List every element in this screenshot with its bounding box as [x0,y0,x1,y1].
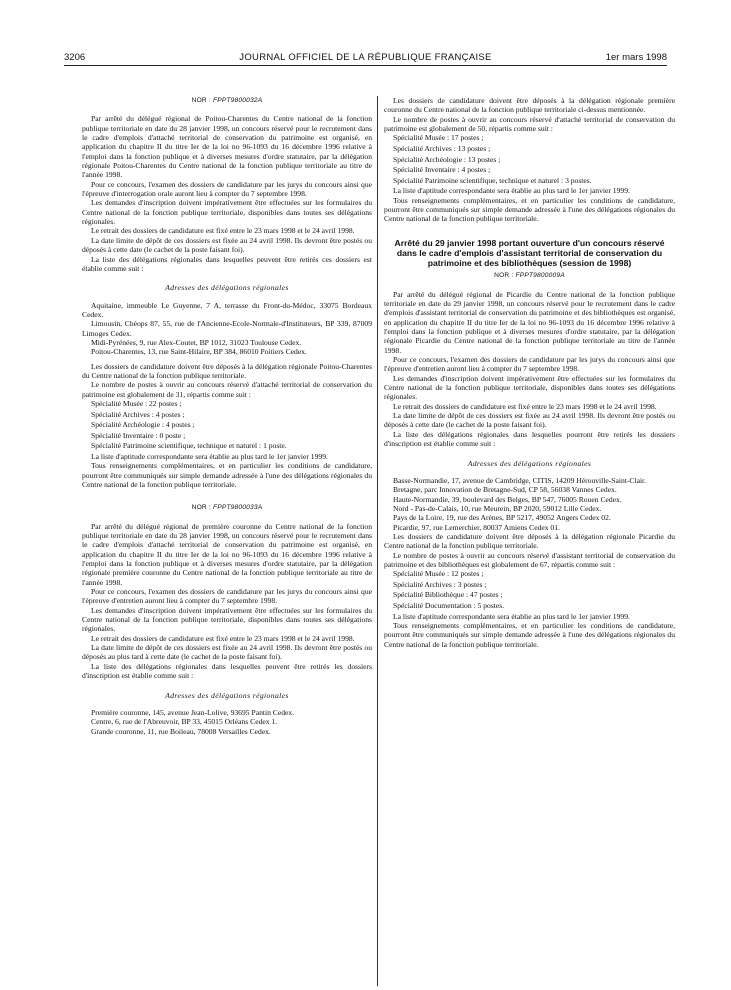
paragraph: Les dossiers de candidature doivent être déposés à la délégation régionale Poitou-Charentes du Centre national de la fonction publique territoriale. [82,361,372,380]
nor-code: FPPT9800032A [213,97,263,104]
specialty-item: Spécialité Archéologie : 13 postes ; [393,154,501,164]
paragraph: Le nombre de postes à ouvrir au concours réservé d'assistant territorial de conservation du patrimoine et des bibliothèques est globalement de 67, répartis comme suit : [384,550,675,569]
nor-reference [82,503,372,512]
paragraph: La date limite de dépôt de ces dossiers est fixée au 24 avril 1998. Ils devront être postés ou déposés à cette date (le cachet de la poste faisant foi). [82,235,372,255]
specialty-item: Spécialité Musée : 17 postes ; [393,133,484,143]
address-entry: Basse-Normandie, 17, avenue de Cambridge, CITIS, 14209 Hérouville-Saint-Clair. [393,475,647,485]
page-header [64,50,667,68]
specialty-item: Spécialité Archives : 3 postes ; [393,579,487,589]
paragraph: La liste des délégations régionales dans lesquelles pourront être retirés les dossiers d'inscription est établie comme suit : [384,429,675,449]
paragraph: Par arrêté du délégué régional de première couronne du Centre national de la fonction publique territoriale en date du 28 janvier 1998, un concours réservé pour le recrutement dans le cadre d'emplois d'attaché territorial de conservation du patrimoine est organisé, en application du chapitre II du titre Ier de la loi no 96-1093 du 16 décembre 1996 relative à l'emploi dans la fonction publique et à diverses mesures d'ordre statutaire, par la délégation régionale première couronne du Centre national de la fonction publique territoriale au titre de l'année 1998. [82,521,372,587]
paragraph: Le retrait des dossiers de candidature est fixé entre le 23 mars 1998 et le 24 avril 1998. [91,633,355,643]
journal-title: JOURNAL OFFICIEL DE LA RÉPUBLIQUE FRANÇAISE [239,52,492,63]
paragraph: La liste d'aptitude correspondante sera établie au plus tard le 1er janvier 1999. [393,186,630,196]
decree-title: Arrêté du 29 janvier 1998 portant ouverture d'un concours réservé dans le cadre d'emplois d'assistant territorial de conservation du patrimoine et des bibliothèques (session de 1998) [394,237,665,269]
address-entry: Aquitaine, immeuble Le Guyenne, 7 A, terrasse du Front-du-Médoc, 33075 Bordeaux Cedex. [82,300,372,319]
address-entry: Haute-Normandie, 39, boulevard des Belges, BP 547, 76005 Rouen Cedex. [393,494,622,504]
specialty-item: Spécialité Musée : 12 postes ; [393,569,484,579]
section-subheading: Adresses des délégations régionales [165,690,289,700]
address-entry: Pays de la Loire, 19, rue des Arènes, BP 5217, 49052 Angers Cedex 02. [393,513,611,523]
address-entry: Limousin, Chéops 87, 55, rue de l'Ancienne-Ecole-Normale-d'Instituteurs, BP 339, 87009 Limoges Cedex. [82,319,372,338]
address-entry: Bretagne, parc Innovation de Bretagne-Sud, CP 58, 56038 Vannes Cedex. [393,485,617,495]
specialty-item: Spécialité Patrimoine scientifique, technique et naturel : 3 postes. [393,175,592,185]
paragraph: Le nombre de postes à ouvrir au concours réservé d'attaché territorial de conservation du patrimoine est globalement de 31, répartis comme suit : [82,380,372,399]
address-entry: Picardie, 97, rue Lemerchier, 80037 Amiens Cedex 01. [393,522,560,532]
specialty-item: Spécialité Inventaire : 0 poste ; [91,430,186,440]
nor-reference [384,271,675,280]
paragraph: Les dossiers de candidature doivent être déposés à la délégation régionale première couronne du Centre national de la fonction publique territoriale ci-dessus mentionnée. [384,96,675,115]
paragraph: Les demandes d'inscription doivent impérativement être effectuées sur les formulaires du Centre national de la fonction publique territoriale, disponibles dans toutes ses délégations régionales. [82,198,372,227]
paragraph: Le retrait des dossiers de candidature est fixé entre le 23 mars 1998 et le 24 avril 1998. [393,401,657,411]
issue-date: 1er mars 1998 [605,52,667,63]
header-rule [64,65,667,66]
address-entry: Première couronne, 145, avenue Jean-Lolive, 93695 Pantin Cedex. [91,707,295,717]
address-entry: Poitou-Charentes, 13, rue Saint-Hilaire, BP 384, 86010 Poitiers Cedex. [91,347,307,357]
paragraph: Les dossiers de candidature doivent être déposés à la délégation régionale Picardie du Centre national de la fonction publique territoriale. [384,531,675,551]
paragraph: Tous renseignements complémentaires, et en particulier les conditions de candidature, pourront être communiqués sur simple demande adressée à l'une des délégations régionales du Centre national de la fonction publique territoriale. [384,621,675,649]
nor-label: NOR : [191,504,211,512]
paragraph: Le retrait des dossiers de candidature est fixé entre le 23 mars 1998 et le 24 avril 1998. [91,226,355,236]
address-entry: Midi-Pyrénées, 9, rue Alex-Coutet, BP 1012, 31023 Toulouse Cedex. [91,337,302,347]
spacer [384,224,675,238]
nor-label: NOR : [191,97,211,104]
specialty-item: Spécialité Archéologie : 4 postes ; [91,420,195,430]
specialty-item: Spécialité Archives : 13 postes ; [393,143,491,153]
paragraph: Les demandes d'inscription doivent impérativement être effectuées sur les formulaires du Centre national de la fonction publique territoriale, disponibles dans toutes ses délégations régionales. [82,605,372,634]
paragraph: Par arrêté du délégué régional de Picardie du Centre national de la fonction publique territoriale en date du 29 janvier 1998, un concours réservé pour le recrutement dans le cadre d'emplois d'assistant territorial de conservation du patrimoine et des bibliothèques est organisé, en application du chapitre II du titre Ier de la loi no 96-1093 du 16 décembre 1996 relative à l'emploi dans la fonction publique et à diverses mesures d'ordre statutaire, par la délégation régionale Picardie du Centre national de la fonction publique territoriale au titre de l'année 1998. [384,289,675,355]
paragraph: Pour ce concours, l'examen des dossiers de candidature par les jurys du concours ainsi que l'épreuve d'entretien auront lieu à compter du 7 septembre 1998. [384,355,675,374]
specialty-item: Spécialité Inventaire : 4 postes ; [393,165,491,175]
spacer [82,489,372,503]
specialty-item: Spécialité Bibliothèque : 47 postes ; [393,590,503,600]
paragraph: Tous renseignements complémentaires, et en particulier les conditions de candidature, pourront être communiqués sur simple demande adressée à l'une des délégations régionales du Centre national de la fonction publique territoriale. [82,461,372,489]
specialty-item: Spécialité Documentation : 5 postes. [393,601,505,611]
paragraph: Par arrêté du délégué régional de Poitou-Charentes du Centre national de la fonction publique territoriale en date du 28 janvier 1998, un concours réservé pour le recrutement dans le cadre d'emplois d'attaché territorial de conservation du patrimoine est organisé, en application du chapitre II du titre Ier de la loi no 96-1093 du 16 décembre 1996 relative à l'emploi dans la fonction publique et à diverses mesures d'ordre statutaire, par la délégation régionale Poitou-Charentes du Centre national de la fonction publique territoriale au titre de l'année 1998. [82,114,372,180]
left-column [82,96,372,736]
page-number: 3206 [64,52,86,63]
paragraph: Pour ce concours, l'examen des dossiers de candidature par les jurys du concours ainsi que l'épreuve d'interrogation orale auront lieu à compter du 7 septembre 1998. [82,179,372,199]
specialty-item: Spécialité Patrimoine scientifique, technique et naturel : 1 poste. [91,441,287,451]
address-entry: Centre, 6, rue de l'Abreuvoir, BP 33, 45015 Orléans Cedex 1. [91,717,278,727]
specialty-item: Spécialité Musée : 22 postes ; [91,398,182,408]
paragraph: Tous renseignements complémentaires, et en particulier les conditions de candidature, pourront être communiqués sur simple demande adressée à l'une des délégations régionales du Centre national de la fonction publique territoriale. [384,195,675,224]
nor-code: FPPT9800009A [515,272,565,280]
paragraph: La date limite de dépôt de ces dossiers est fixée au 24 avril 1998. Ils devront être postés ou déposés au plus tard à cette date (le cachet de la poste faisant foi). [82,643,372,662]
section-subheading: Adresses des délégations régionales [165,283,289,293]
paragraph: La liste d'aptitude correspondante sera établie au plus tard le 1er janvier 1999. [393,611,630,621]
paragraph: La liste d'aptitude correspondante sera établie au plus tard le 1er janvier 1999. [91,451,328,461]
paragraph: Le nombre de postes à ouvrir au concours réservé d'attaché territorial de conservation du patrimoine est globalement de 50, répartis comme suit : [384,114,675,134]
column-separator [377,96,378,986]
specialty-item: Spécialité Archives : 4 postes ; [91,409,185,419]
section-subheading: Adresses des délégations régionales [467,458,592,468]
nor-label: NOR : [494,272,514,280]
paragraph: Pour ce concours, l'examen des dossiers de candidature par les jurys du concours ainsi que l'épreuve d'entretien auront lieu à compter du 7 septembre 1998. [82,587,372,606]
address-entry: Grande couronne, 11, rue Boileau, 78008 Versailles Cedex. [91,726,271,736]
right-column [384,96,675,649]
nor-reference [82,96,372,105]
paragraph: Les demandes d'inscription doivent impérativement être effectuées sur les formulaires du Centre national de la fonction publique territoriale, disponibles dans toutes ses délégations régionales. [384,373,675,402]
paragraph: La liste des délégations régionales dans lesquelles peuvent être retirés ces dossiers est établie comme suit : [82,254,372,273]
paragraph: La date limite de dépôt de ces dossiers est fixée au 24 avril 1998. Ils devront être postés ou déposés à cette date (le cachet de la poste faisant foi). [384,411,675,430]
paragraph: La liste des délégations régionales dans lesquelles peuvent être retirés les dossiers d'inscription est établie comme suit : [82,661,372,681]
nor-code: FPPT9800033A [213,504,263,512]
address-entry: Nord - Pas-de-Calais, 10, rue Meurein, BP 2020, 59012 Lille Cedex. [393,503,602,513]
